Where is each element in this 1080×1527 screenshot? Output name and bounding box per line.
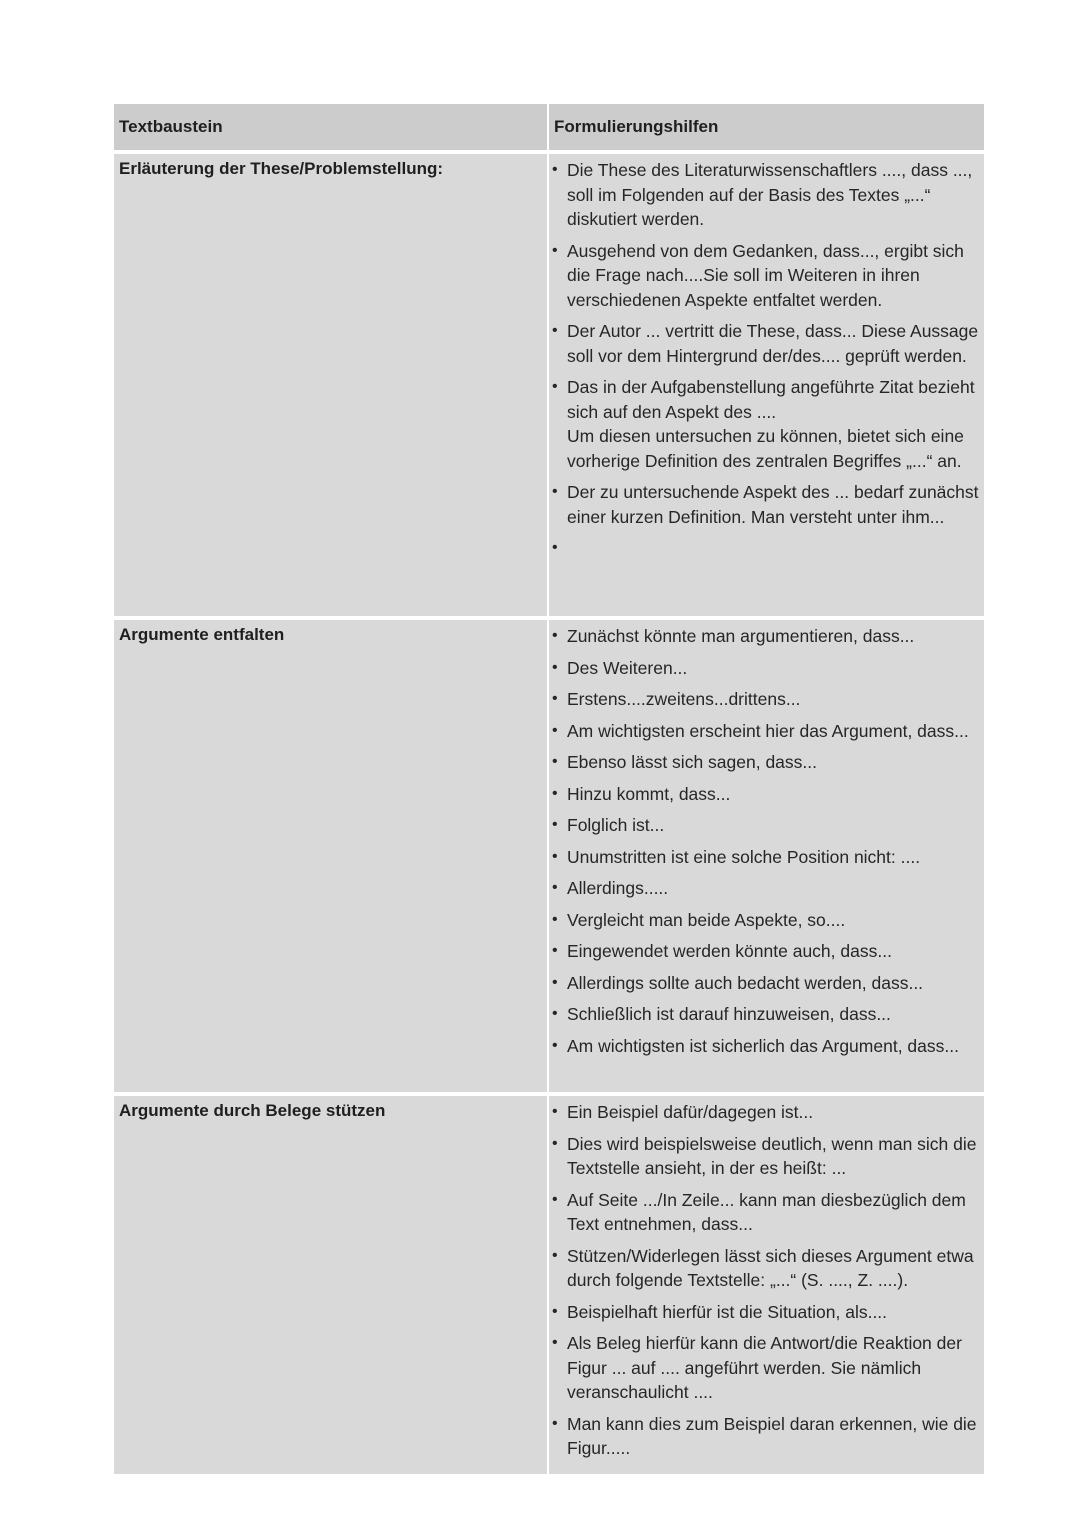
list-item: • Man kann dies zum Beispiel daran erkennen, wie die Figur..... [551,1412,984,1461]
section-label: Argumente durch Belege stützen [119,1101,386,1120]
hint-list [551,620,984,1058]
list-item: • Stützen/Widerlegen lässt sich dieses Argument etwa durch folgende Textstelle: „...“ (S. ...., Z. ....). [551,1244,984,1293]
list-item: • Zunächst könnte man argumentieren, dass... [551,624,984,649]
row-label-cell [114,154,547,616]
list-item: • Am wichtigsten ist sicherlich das Argument, dass... [551,1034,984,1059]
table-row [114,154,984,616]
section-label: Erläuterung der These/Problemstellung: [119,159,444,178]
row-label-cell [114,1096,547,1474]
hint-list [551,154,984,560]
list-item: • Dies wird beispielsweise deutlich, wenn man sich die Textstelle ansieht, in der es heißt: ... [551,1132,984,1181]
list-item: • Ebenso lässt sich sagen, dass... [551,750,984,775]
list-item-empty [551,536,984,560]
table-row [114,620,984,1092]
hints-cell [549,154,984,616]
section-label: Argumente entfalten [119,625,285,644]
list-item: • Hinzu kommt, dass... [551,782,984,807]
list-item: • Des Weiteren... [551,656,984,681]
header-textbaustein: Textbaustein [114,104,547,150]
list-item: • Vergleicht man beide Aspekte, so.... [551,908,984,933]
list-item: • Auf Seite .../In Zeile... kann man diesbezüglich dem Text entnehmen, dass... [551,1188,984,1237]
list-item: • Erstens....zweitens...drittens... [551,687,984,712]
list-item: • Folglich ist... [551,813,984,838]
table-header-row [114,104,984,150]
list-item: • Ausgehend von dem Gedanken, dass..., ergibt sich die Frage nach....Sie soll im Weiteren in ihren verschiedenen Aspekte entfaltet werden. [551,239,984,313]
formulation-table [114,104,984,1474]
list-item: • Allerdings sollte auch bedacht werden, dass... [551,971,984,996]
list-item: • Der Autor ... vertritt die These, dass... Diese Aussage soll vor dem Hintergrund der/des.... geprüft werden. [551,319,984,368]
list-item: • Allerdings..... [551,876,984,901]
list-item: • Als Beleg hierfür kann die Antwort/die Reaktion der Figur ... auf .... angeführt werden. Sie nämlich veranschaulicht .... [551,1331,984,1405]
list-item: • Eingewendet werden könnte auch, dass... [551,939,984,964]
list-item: • Das in der Aufgabenstellung angeführte Zitat bezieht sich auf den Aspekt des .... Um diesen untersuchen zu können, bietet sich eine vorherige Definition des zentralen Begriffes „...“ an. [551,375,988,473]
header-formulierungshilfen: Formulierungshilfen [549,104,984,150]
hints-cell [549,1096,984,1474]
hints-cell [549,620,984,1092]
list-item: • Der zu untersuchende Aspekt des ... bedarf zunächst einer kurzen Definition. Man versteht unter ihm... [551,480,984,529]
list-item: • Ein Beispiel dafür/dagegen ist... [551,1100,984,1125]
list-item: • Beispielhaft hierfür ist die Situation, als.... [551,1300,984,1325]
list-item: • Schließlich ist darauf hinzuweisen, dass... [551,1002,984,1027]
table-row [114,1096,984,1474]
hint-list [551,1096,984,1461]
list-item: • Unumstritten ist eine solche Position nicht: .... [551,845,984,870]
list-item: • Die These des Literaturwissenschaftlers ...., dass ..., soll im Folgenden auf der Basis des Textes „...“ diskutiert werden. [551,158,984,232]
row-label-cell [114,620,547,1092]
list-item: • Am wichtigsten erscheint hier das Argument, dass... [551,719,984,744]
